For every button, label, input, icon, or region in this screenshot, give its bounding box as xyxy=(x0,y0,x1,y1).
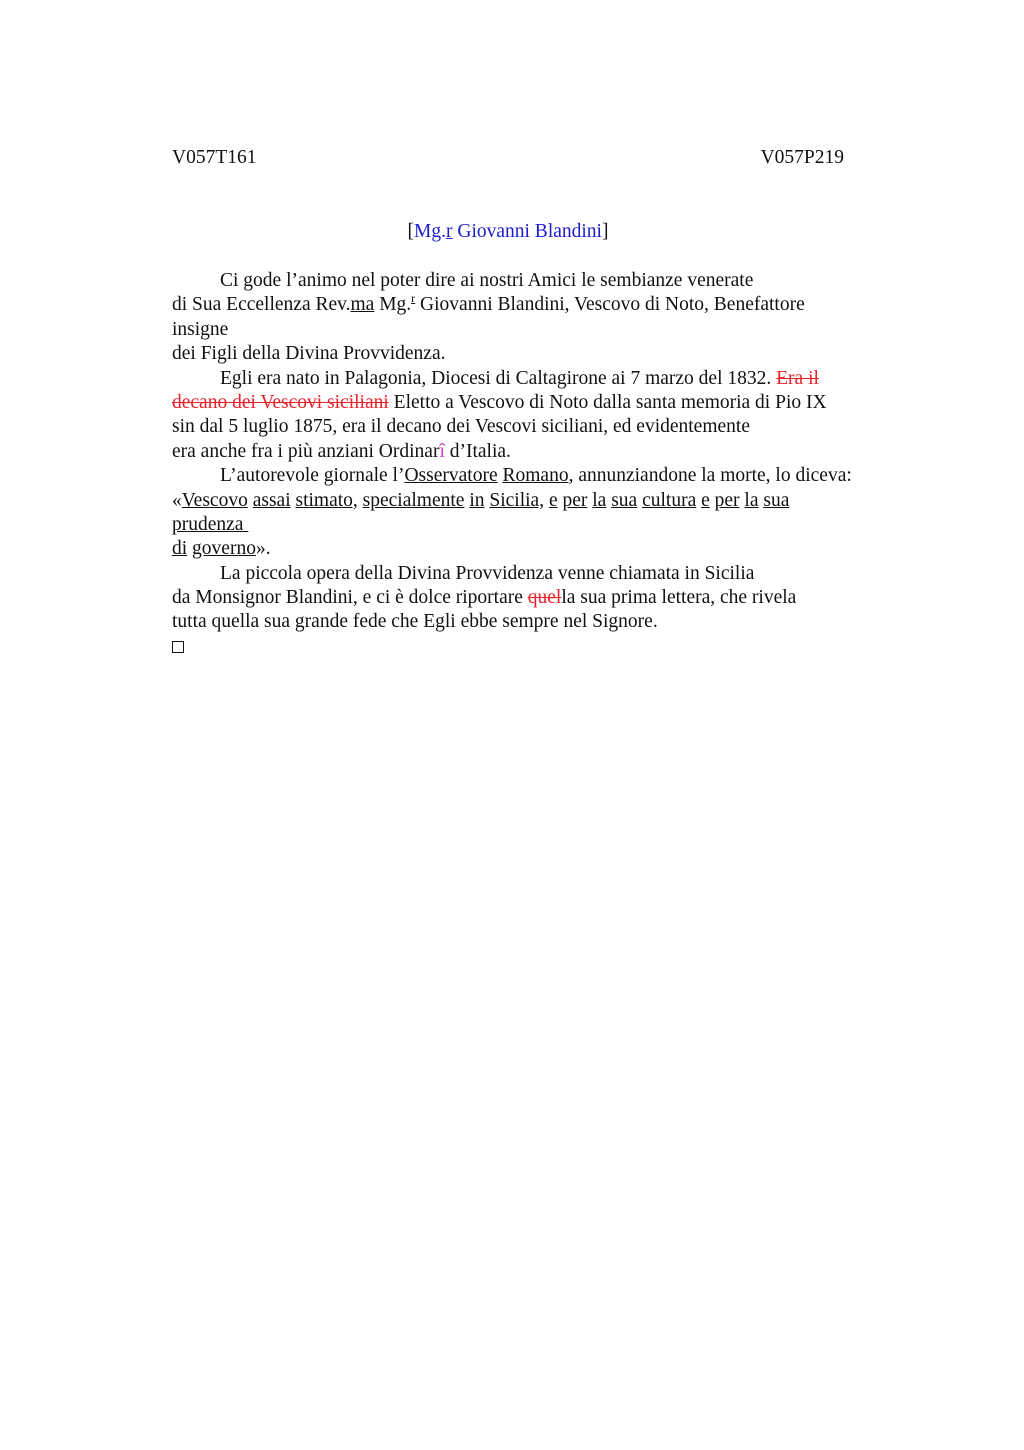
para3-quote-word: per xyxy=(562,489,588,511)
end-square-icon xyxy=(172,641,184,653)
para3-quote-word: sua xyxy=(611,489,638,511)
para2-line3: sin dal 5 luglio 1875, era il decano dei Vescovi siciliani, ed evidentemente xyxy=(172,416,750,438)
para2-line1-a: Egli era nato in Palagonia, Diocesi di Caltagirone ai 7 marzo del 1832. xyxy=(220,367,777,389)
para1-line3: insigne xyxy=(172,318,229,340)
document-code-left: V057T161 xyxy=(172,147,257,168)
para1-line2-a: di Sua Eccellenza Rev. xyxy=(172,294,351,316)
para1-line2-c: Giovanni Blandini, Vescovo di Noto, Benefattore xyxy=(415,294,805,316)
end-of-text xyxy=(172,635,902,659)
para3-quote-line xyxy=(172,489,902,513)
para4-line2-b: la sua prima lettera, che rivela xyxy=(561,587,797,609)
para3-quote-word: e xyxy=(701,489,710,511)
para3-line1-a: L’autorevole giornale l’ xyxy=(220,465,405,487)
para1-line2-r: r xyxy=(411,291,416,306)
para1-line2-b: Mg. xyxy=(374,294,412,316)
para3-quote-word: e xyxy=(548,489,558,511)
para3-line1-b: , annunziandone la morte, lo diceva: xyxy=(568,465,852,487)
para3-quote-word: cultura xyxy=(642,489,697,511)
para3-quote-word: Sicilia, xyxy=(489,489,545,511)
title-name: Giovanni Blandini xyxy=(452,221,602,242)
para3-line3 xyxy=(172,513,902,537)
para1-line1: Ci gode l’animo nel poter dire ai nostri Amici le sembianze venerate xyxy=(220,270,754,291)
para3-quote-word: in xyxy=(469,489,485,511)
page-code-right: V057P219 xyxy=(760,147,844,168)
para1-line2-ma: ma xyxy=(350,294,375,316)
para3-quote-word: stimato, xyxy=(295,489,358,511)
para4-deletion: quel xyxy=(527,587,562,609)
para2-line4-b: d’Italia. xyxy=(444,440,511,462)
para3-quote-word: la xyxy=(744,489,759,511)
para3-quote-open: « xyxy=(172,489,182,511)
para3-quote-word: specialmente xyxy=(362,489,465,511)
para3-quote-word: assai xyxy=(252,489,291,511)
para1-line4: dei Figli della Divina Provvidenza. xyxy=(172,343,446,365)
para3-quote-word: per xyxy=(714,489,740,511)
para3-line4 xyxy=(172,537,902,561)
para3-quote-word: Vescovo xyxy=(181,489,248,511)
para1-line2 xyxy=(172,293,902,317)
para2-line1 xyxy=(172,367,902,391)
title-mg: Mg. xyxy=(414,221,446,242)
para4-line2 xyxy=(172,586,902,610)
para3-quote-word: la xyxy=(592,489,607,511)
para2-line4-a: era anche fra i più anziani Ordinar xyxy=(172,440,440,462)
para3-quote-word: sua xyxy=(763,489,790,511)
para2-deletion-1: Era il xyxy=(776,367,819,389)
para3-osservatore: Osservatore xyxy=(404,465,498,487)
para4-line3: tutta quella sua grande fede che Egli ebbe sempre nel Signore. xyxy=(172,611,658,633)
title-open-bracket: [ xyxy=(407,221,415,242)
para3-prudenza: prudenza xyxy=(172,513,244,535)
document-title xyxy=(0,220,1016,244)
para2-correction-mark: î xyxy=(439,440,445,462)
para3-line1 xyxy=(172,464,902,488)
para4-line1: La piccola opera della Divina Provvidenza venne chiamata in Sicilia xyxy=(220,562,755,584)
para3-governo: governo xyxy=(192,538,256,560)
para4-line2-a: da Monsignor Blandini, e ci è dolce riportare xyxy=(172,587,528,609)
document-body xyxy=(172,269,902,659)
para2-line2 xyxy=(172,391,902,415)
para2-line2-b: Eletto a Vescovo di Noto dalla santa memoria di Pio IX xyxy=(388,391,827,413)
title-mg-r: r xyxy=(445,221,453,242)
para3-di: di xyxy=(172,538,188,560)
para2-line4 xyxy=(172,440,902,464)
para3-romano: Romano xyxy=(502,465,569,487)
para3-quote-close: ». xyxy=(255,538,271,560)
para2-deletion-2: decano dei Vescovi siciliani xyxy=(172,391,389,413)
title-close-bracket: ] xyxy=(601,221,609,242)
